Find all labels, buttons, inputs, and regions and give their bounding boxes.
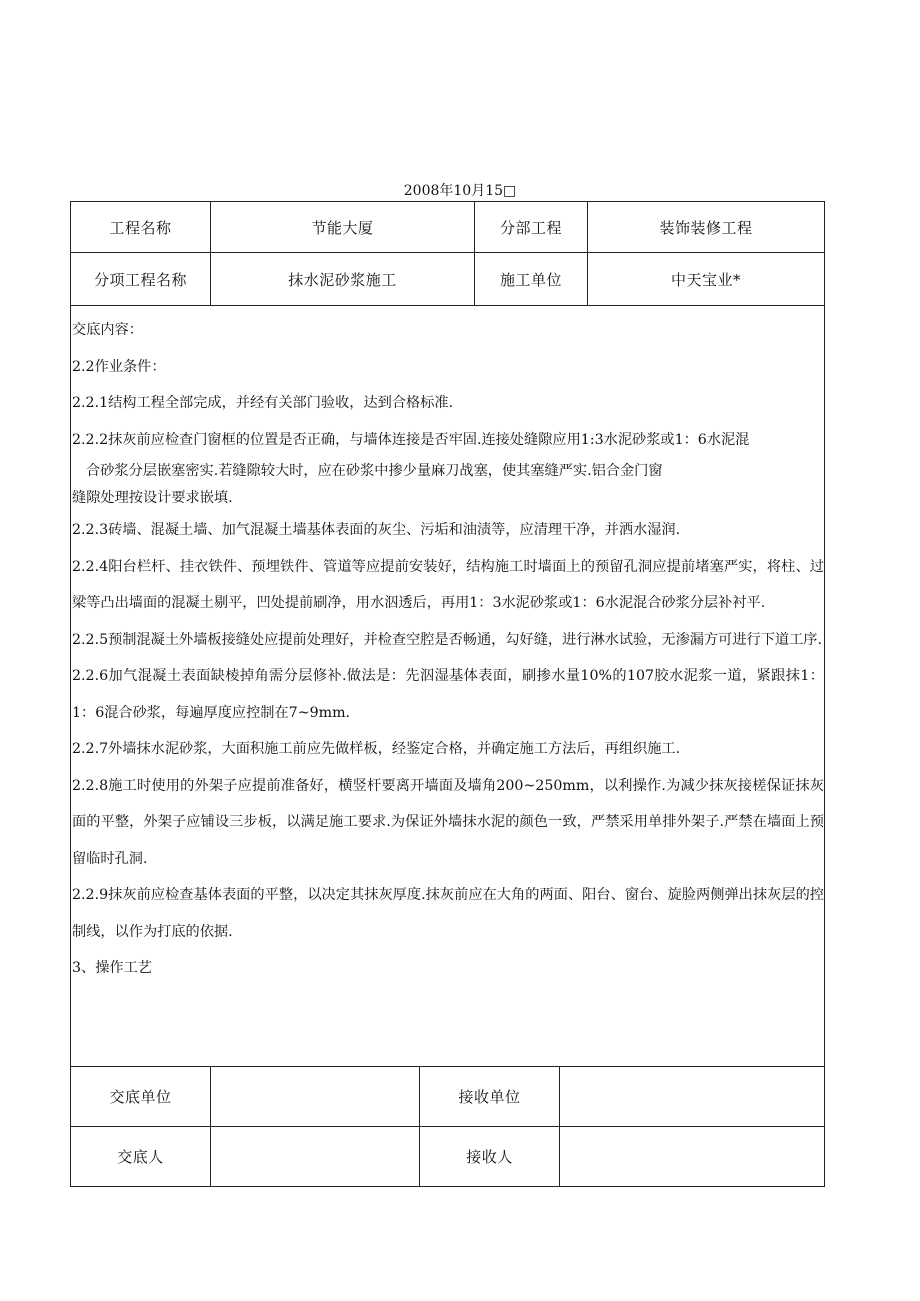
project-name-label: 工程名称 (109, 218, 172, 237)
issuer-person-field[interactable] (211, 1127, 419, 1186)
issuer-person-label: 交底人 (117, 1148, 164, 1166)
contractor-value: 中天宝业* (670, 270, 741, 289)
disclosure-content (72, 306, 824, 1066)
item-2-2-2-line-3: 缝隙处理按设计要求嵌填. (72, 490, 233, 506)
item-2-2-7: 2.2.7外墙抹水泥砂浆，大面积施工前应先做样板，经鉴定合格，并确定施工方法后，再组织施工. (72, 741, 681, 757)
subitem-label: 分项工程名称 (93, 270, 187, 289)
section-work-conditions: 2.2作业条件： (72, 358, 166, 375)
receiver-unit-field[interactable] (560, 1067, 824, 1126)
item-2-2-4: 2.2.4阳台栏杆、挂衣铁件、预埋铁件、管道等应提前安装好，结构施工时墙面上的预留孔洞应提前堵塞严实，将柱、过梁等凸出墙面的混凝土剔平，凹处提前刷净，用水泅透后，再用1：3水泥砂浆或1：6水泥混合砂浆分层补衬平. (72, 558, 824, 611)
item-2-2-3: 2.2.3砖墙、混凝土墙、加气混凝土墙基体表面的灰尘、污垢和油渍等，应清理干净，并洒水湿润. (72, 522, 681, 538)
contractor-label: 施工单位 (499, 270, 562, 289)
item-2-2-1: 2.2.1结构工程全部完成，并经有关部门验收，达到合格标准. (72, 395, 454, 411)
section-operation-process: 3、操作工艺 (72, 960, 152, 976)
issuer-unit-label: 交底单位 (109, 1088, 172, 1106)
content-intro: 交底内容： (72, 322, 143, 338)
issuer-unit-field[interactable] (211, 1067, 419, 1126)
division-value: 装饰装修工程 (659, 218, 753, 237)
division-label: 分部工程 (499, 218, 562, 237)
item-2-2-2-line-1: 2.2.2抹灰前应检查门窗框的位置是否正确，与墙体连接是否牢固.连接处缝隙应用1:3水泥砂浆或1：6水泥混 (72, 431, 750, 448)
receiver-unit-label: 接收单位 (458, 1088, 521, 1106)
item-2-2-8: 2.2.8施工时使用的外架子应提前准备好，横竖杆要离开墙面及墙角200~250mm，以利操作.为减少抹灰接槎保证抹灰面的平整，外架子应铺设三步板，以满足施工要求.为保证外墙抹水泥的颜色一致，严禁采用单排外架子.严禁在墙面上预留临时孔洞. (72, 777, 824, 867)
item-2-2-6: 2.2.6加气混凝土表面缺棱掉角需分层修补.做法是：先泅湿基体表面，刷掺水量10%的107胶水泥浆一道，紧跟抹1：1：6混合砂浆，每遍厚度应控制在7~9mm. (72, 668, 824, 721)
project-name-value: 节能大厦 (311, 218, 374, 237)
subitem-value: 抹水泥砂浆施工 (288, 270, 397, 289)
item-2-2-5: 2.2.5预制混凝土外墙板接缝处应提前处理好，并检查空腔是否畅通，勾好缝，进行淋水试验，无渗漏方可进行下道工序. (72, 631, 822, 648)
item-2-2-9: 2.2.9抹灰前应检查基体表面的平整，以决定其抹灰厚度.抹灰前应在大角的两面、阳台、窗台、旋脸两侧弹出抹灰层的控制线，以作为打底的依据. (72, 887, 824, 940)
item-2-2-2-line-2: 合砂浆分层嵌塞密实.若缝隙较大时，应在砂浆中掺少量麻刀战塞，使其塞缝严实.铝合金门窗 (86, 463, 663, 479)
document-date: 2008年10月15□ (403, 183, 517, 199)
receiver-person-field[interactable] (560, 1127, 824, 1186)
receiver-person-label: 接收人 (466, 1148, 513, 1166)
